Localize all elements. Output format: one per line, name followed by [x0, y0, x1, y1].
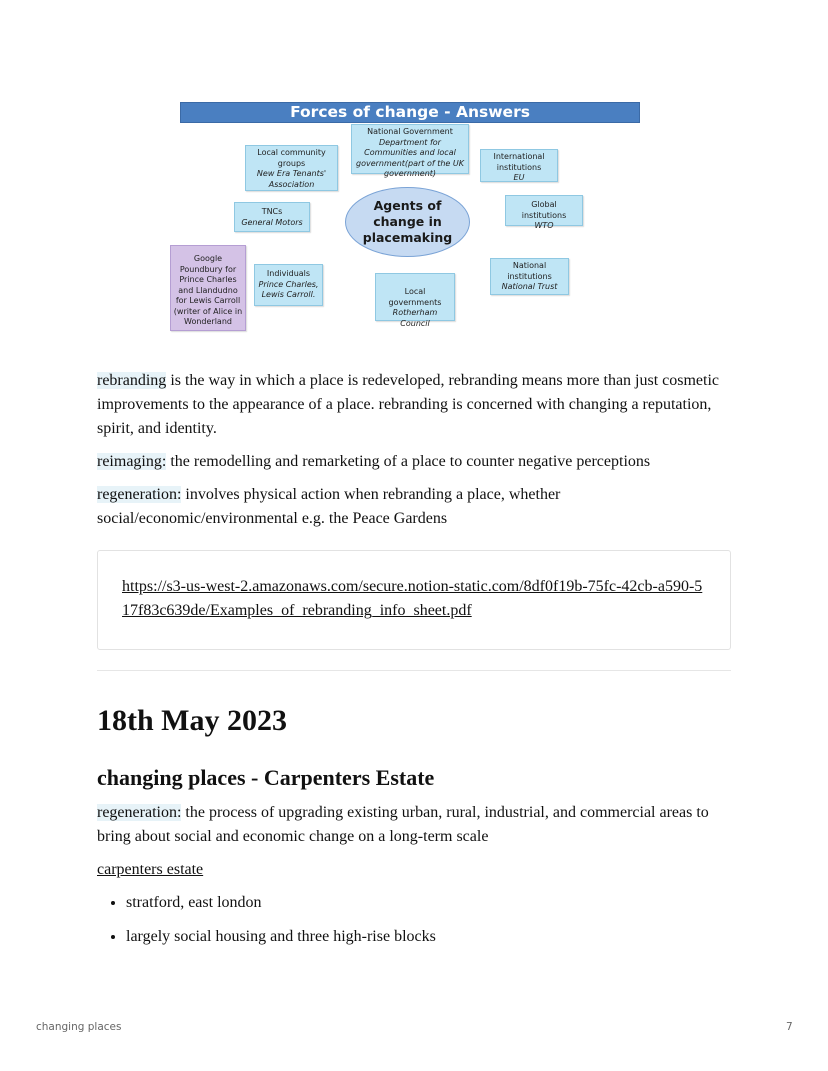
- box-national-institutions: [490, 258, 569, 295]
- box-detail: Rotherham Council: [392, 308, 438, 328]
- agents-of-change-ellipse: Agents of change in placemaking: [345, 187, 470, 257]
- definitions: [97, 369, 731, 531]
- box-individuals: [254, 264, 323, 306]
- reimaging-text: the remodelling and remarketing of a place to counter negative perceptions: [166, 453, 651, 470]
- box-title: National institutions: [507, 261, 552, 281]
- reimaging-definition: [97, 450, 731, 474]
- box-detail: National Trust: [501, 282, 558, 291]
- list-item: • largely social housing and three high-rise blocks: [126, 925, 436, 949]
- box-title: International institutions: [493, 152, 545, 172]
- date-heading: 18th May 2023: [97, 704, 287, 737]
- box-title: Local governments: [388, 287, 442, 307]
- diagram-title: Forces of change - Answers: [180, 102, 640, 123]
- term-reimaging: reimaging:: [97, 453, 167, 470]
- box-title: TNCs: [261, 207, 283, 216]
- forces-of-change-diagram: [173, 102, 640, 334]
- regeneration-text: the process of upgrading existing urban, rural, industrial, and commercial areas to bring about social and economic change on a long-term scale: [97, 804, 709, 845]
- divider: [97, 670, 731, 671]
- box-title: National Government: [367, 127, 453, 136]
- box-tncs: [234, 202, 310, 232]
- regeneration-definition: [97, 483, 597, 531]
- term-regeneration: regeneration:: [97, 486, 182, 503]
- box-global-institutions: [505, 195, 583, 230]
- estate-title-text: carpenters estate: [97, 861, 204, 878]
- list-item: • stratford, east london: [126, 891, 436, 915]
- regeneration-text: involves physical action when rebranding a place, whether social/economic/environmental e.g. the Peace Gardens: [97, 486, 561, 527]
- box-google-examples: [170, 245, 246, 331]
- rebranding-definition: [97, 369, 731, 441]
- box-detail: Department for Communities and local government(part of the UK government): [355, 137, 464, 178]
- estate-facts-list: [97, 891, 436, 959]
- regeneration-definition-2: [97, 801, 731, 849]
- footer-page-number: 7: [786, 1021, 793, 1033]
- term-regeneration: regeneration:: [97, 804, 182, 821]
- box-national-government: [351, 124, 469, 178]
- box-title: Individuals: [266, 269, 311, 278]
- pdf-link-block: [97, 550, 731, 650]
- box-detail: Prince Charles, Lewis Carroll.: [258, 279, 319, 299]
- box-title: Global institutions: [521, 200, 567, 220]
- box-local-governments: [375, 273, 455, 328]
- box-detail: General Motors: [241, 217, 303, 227]
- footer-doc-title: changing places: [36, 1021, 122, 1033]
- box-local-community: [245, 145, 338, 191]
- box-detail: EU: [513, 173, 525, 182]
- rebranding-text: is the way in which a place is redeveloped, rebranding means more than just cosmetic improvements to the appearance of a place. rebranding is concerned with changing a reputation, spirit, and identity.: [97, 372, 720, 437]
- rebranding-info-sheet-link[interactable]: https://s3-us-west-2.amazonaws.com/secure.notion-static.com/8df0f19b-75fc-42cb-a590-517f83c639de/Examples_of_rebranding_info_sheet.pdf: [122, 578, 703, 619]
- box-title: Local community groups: [257, 148, 326, 168]
- box-international-institutions: [480, 149, 558, 182]
- term-rebranding: rebranding: [97, 372, 167, 389]
- box-detail: New Era Tenants' Association: [256, 169, 327, 189]
- box-detail: WTO: [534, 221, 554, 230]
- estate-title: [97, 858, 731, 882]
- carpenters-section: [97, 801, 731, 882]
- box-title: Google Poundbury for Prince Charles and Llandudno for Lewis Carroll (writer of Alice in Wonderland: [173, 254, 243, 326]
- section-heading: changing places - Carpenters Estate: [97, 765, 435, 790]
